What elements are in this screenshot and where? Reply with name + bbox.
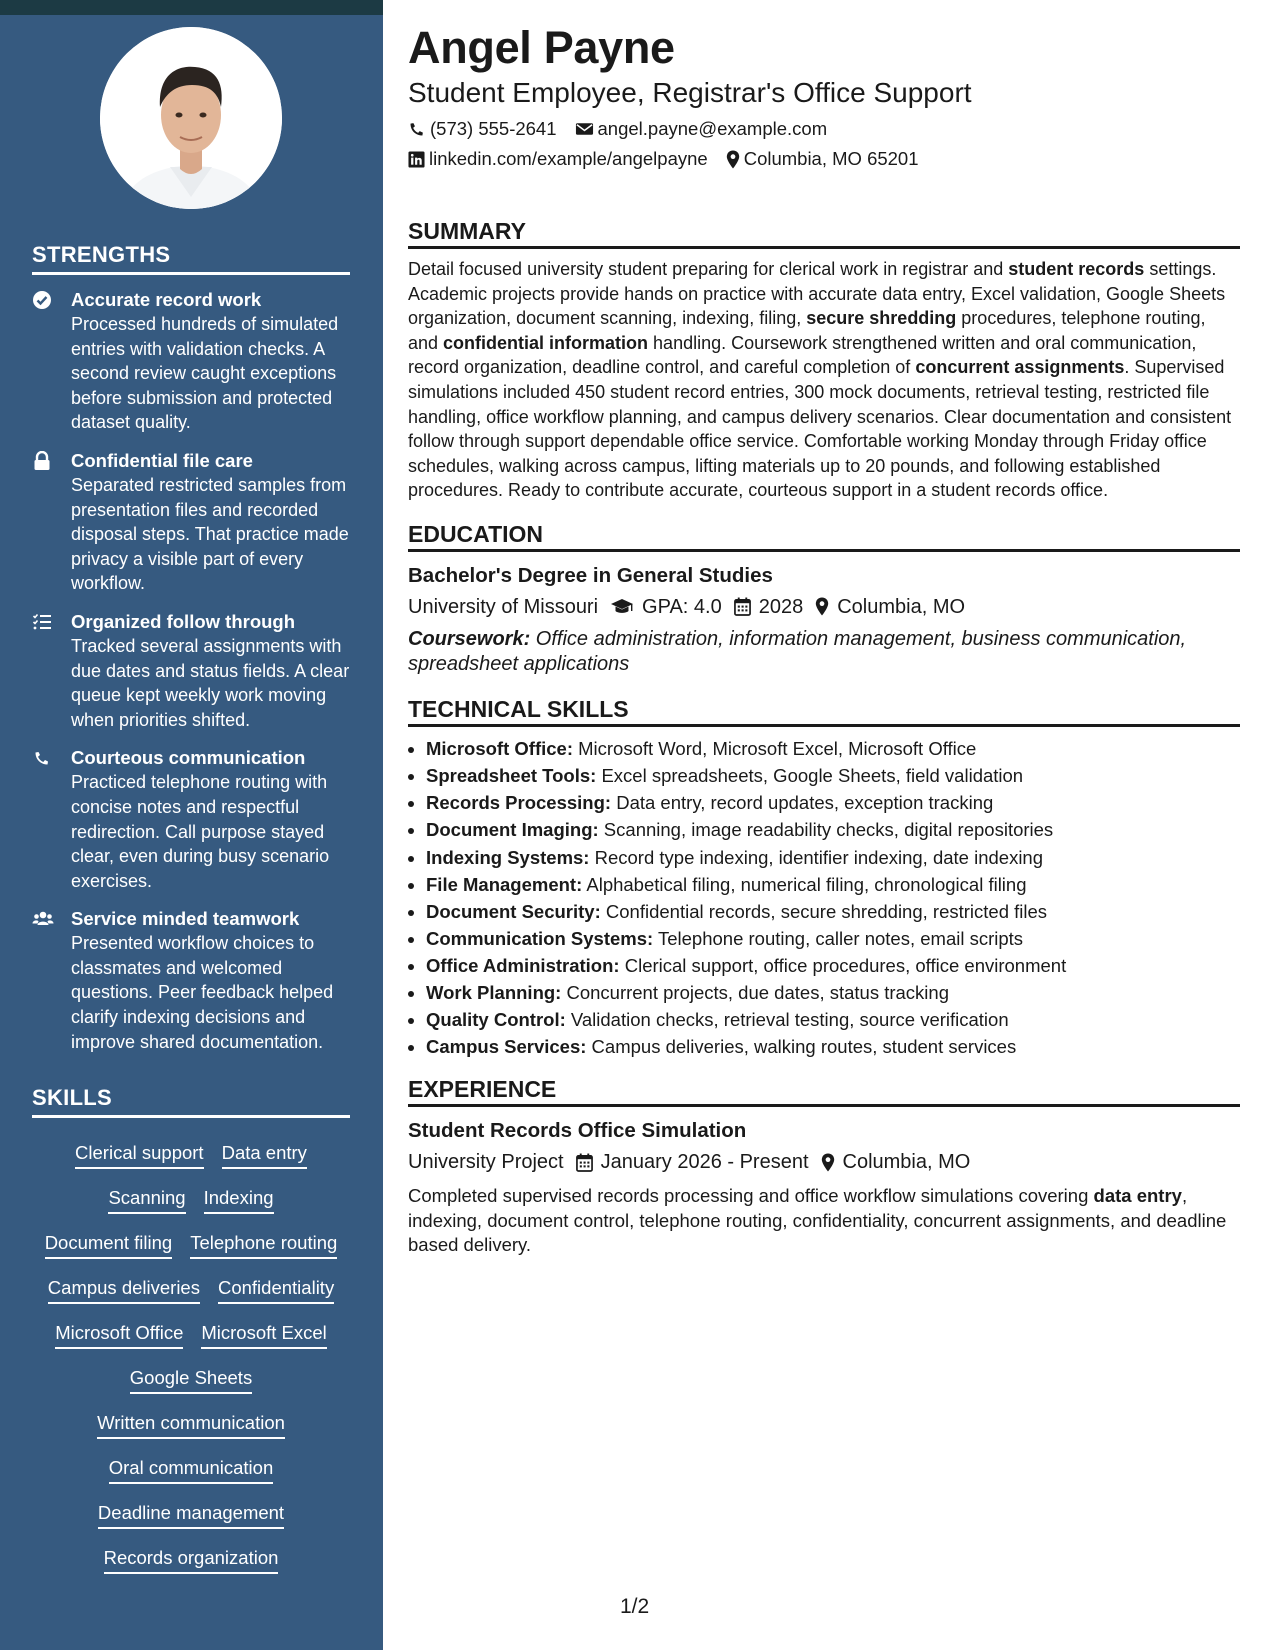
contact-row	[408, 146, 1240, 172]
strength-item	[32, 449, 352, 596]
graduation-cap-icon	[610, 598, 634, 616]
skill-tag: Document filing	[45, 1231, 173, 1259]
task-list-icon	[32, 612, 54, 634]
main-content	[408, 20, 1240, 1258]
map-pin-icon	[726, 150, 740, 169]
skills-tags	[32, 1141, 350, 1591]
sidebar	[0, 15, 383, 1650]
strength-desc: Practiced telephone routing with concise notes and respectful redirection. Call purpose stayed clear, even during busy scenario exercises.	[71, 772, 330, 891]
linkedin-contact[interactable]	[408, 146, 708, 172]
strength-item	[32, 746, 352, 893]
skill-tag: Deadline management	[98, 1501, 284, 1529]
envelope-icon	[575, 121, 594, 137]
linkedin-text: linkedin.com/example/angelpayne	[429, 148, 708, 169]
experience-org: University Project	[408, 1151, 564, 1174]
skill-tag: Written communication	[97, 1411, 285, 1439]
experience-meta	[408, 1148, 1240, 1176]
skill-tag: Scanning	[108, 1186, 185, 1214]
phone-contact[interactable]	[408, 116, 557, 142]
strength-desc: Tracked several assignments with due dates and status fields. A clear queue kept weekly work moving when priorities shifted.	[71, 635, 350, 730]
education-meta	[408, 593, 1240, 621]
email-contact[interactable]	[575, 116, 828, 142]
linkedin-icon	[408, 151, 425, 168]
list-item: • Document Imaging: Scanning, image readability checks, digital repositories	[426, 816, 1240, 843]
experience-title: Student Records Office Simulation	[408, 1119, 747, 1143]
calendar-icon	[576, 1153, 593, 1172]
location-text: Columbia, MO 65201	[743, 148, 919, 169]
profile-photo	[100, 27, 282, 209]
contact-row	[408, 116, 1240, 142]
strength-desc: Separated restricted samples from presentation files and recorded disposal steps. That practice made privacy a visible part of every workflow.	[71, 474, 349, 594]
list-item: • Campus Services: Campus deliveries, walking routes, student services	[426, 1033, 1240, 1060]
education-heading: EDUCATION	[408, 519, 1240, 552]
technical-skills-list	[408, 735, 1240, 1060]
experience-dates: January 2026 - Present	[576, 1148, 809, 1176]
strengths-heading: STRENGTHS	[32, 242, 350, 275]
list-item: • Quality Control: Validation checks, retrieval testing, source verification	[426, 1006, 1240, 1033]
summary-heading: SUMMARY	[408, 216, 1240, 249]
page-number: 1/2	[620, 1595, 650, 1618]
skill-tag: Microsoft Office	[55, 1321, 183, 1349]
experience-heading: EXPERIENCE	[408, 1074, 1240, 1107]
strength-desc: Processed hundreds of simulated entries with validation checks. A second review caught exceptions before submission and protected dataset quality.	[71, 314, 339, 433]
technical-skills-heading: TECHNICAL SKILLS	[408, 694, 1240, 727]
list-item: • Spreadsheet Tools: Excel spreadsheets, Google Sheets, field validation	[426, 762, 1240, 789]
strength-item	[32, 907, 352, 1054]
experience-description: Completed supervised records processing and office workflow simulations covering data entry, indexing, document control, telephone routing, confidentiality, concurrent assignments, and deadline based delivery.	[408, 1185, 1227, 1256]
strength-item	[32, 610, 352, 732]
strength-title: Confidential file care	[71, 449, 253, 471]
list-item: • File Management: Alphabetical filing, numerical filing, chronological filing	[426, 871, 1240, 898]
school-name: University of Missouri	[408, 595, 599, 618]
strength-title: Organized follow through	[71, 610, 296, 632]
skill-tag: Oral communication	[109, 1456, 274, 1484]
skill-tag: Records organization	[104, 1546, 279, 1574]
phone-text: (573) 555-2641	[430, 118, 557, 139]
gpa: GPA: 4.0	[610, 593, 722, 621]
strength-desc: Presented workflow choices to classmates and welcomed questions. Peer feedback helped clarify indexing decisions and improve shared documentation.	[71, 933, 334, 1052]
strengths-list	[32, 288, 352, 1068]
summary-text: Detail focused university student preparing for clerical work in registrar and student records settings. Academic projects provide hands on practice with accurate data entry, Excel validation, Google Sheets organization, document scanning, indexing, filing, secure shredding procedures, telephone routing, and confidential information handling. Coursework strengthened written and oral communication, record organization, deadline control, and careful completion of concurrent assignments. Supervised simulations included 450 student record entries, 300 mock documents, retrieval testing, restricted file handling, office workflow planning, and campus delivery scenarios. Clear documentation and consistent follow through support dependable office service. Comfortable working Monday through Friday office schedules, walking across campus, lifting materials up to 20 pounds, and following established procedures. Ready to contribute accurate, courteous support in a student records office.	[408, 259, 1232, 501]
calendar-icon	[734, 597, 751, 616]
strength-title: Service minded teamwork	[71, 908, 300, 930]
list-item: • Work Planning: Concurrent projects, due dates, status tracking	[426, 979, 1240, 1006]
experience-location: Columbia, MO	[821, 1148, 971, 1176]
skill-tag: Campus deliveries	[48, 1276, 200, 1304]
skill-tag: Google Sheets	[130, 1366, 252, 1394]
graduation-year: 2028	[734, 593, 804, 621]
candidate-name: Angel Payne	[408, 22, 675, 73]
top-accent-bar	[0, 0, 383, 15]
map-pin-icon	[815, 597, 829, 616]
strength-item	[32, 288, 352, 435]
check-circle-icon	[32, 290, 54, 312]
skill-tag: Clerical support	[75, 1141, 204, 1169]
list-item: • Office Administration: Clerical support, office procedures, office environment	[426, 952, 1240, 979]
skills-heading: SKILLS	[32, 1085, 350, 1118]
strength-title: Accurate record work	[71, 289, 262, 310]
skill-tag: Data entry	[222, 1141, 307, 1169]
phone-icon	[408, 120, 426, 138]
location-contact	[726, 146, 919, 172]
list-item: • Document Security: Confidential records, secure shredding, restricted files	[426, 898, 1240, 925]
phone-icon	[32, 748, 54, 770]
coursework: Coursework: Office administration, information management, business communication, spreadsheet applications	[408, 627, 1187, 675]
list-item: • Records Processing: Data entry, record updates, exception tracking	[426, 789, 1240, 816]
map-pin-icon	[821, 1153, 835, 1172]
email-text: angel.payne@example.com	[597, 118, 828, 139]
list-item: • Indexing Systems: Record type indexing, identifier indexing, date indexing	[426, 844, 1240, 871]
skill-tag: Microsoft Excel	[201, 1321, 326, 1349]
candidate-role: Student Employee, Registrar's Office Support	[408, 77, 972, 108]
list-item: • Communication Systems: Telephone routing, caller notes, email scripts	[426, 925, 1240, 952]
users-icon	[32, 909, 54, 931]
list-item: • Microsoft Office: Microsoft Word, Microsoft Excel, Microsoft Office	[426, 735, 1240, 762]
education-location: Columbia, MO	[815, 593, 965, 621]
skill-tag: Indexing	[204, 1186, 274, 1214]
skill-tag: Confidentiality	[218, 1276, 334, 1304]
strength-title: Courteous communication	[71, 747, 306, 769]
degree-title: Bachelor's Degree in General Studies	[408, 563, 773, 587]
lock-icon	[32, 451, 54, 473]
skill-tag: Telephone routing	[190, 1231, 337, 1259]
